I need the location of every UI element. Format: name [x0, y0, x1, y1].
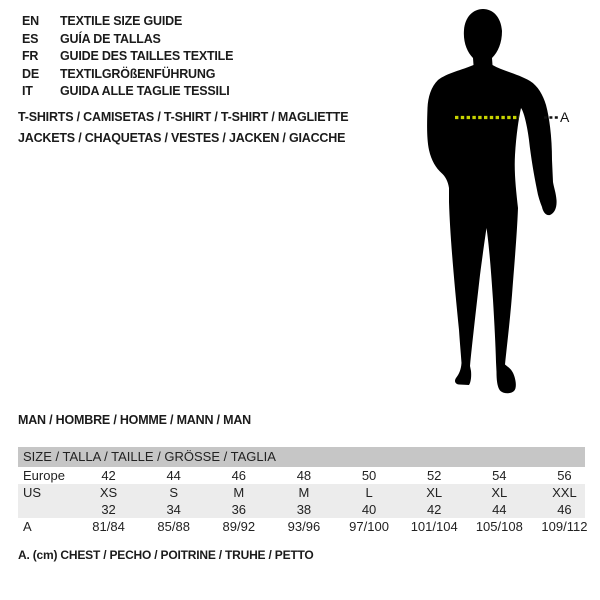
table-cell: 40 [361, 502, 377, 517]
table-cell: 54 [492, 468, 507, 483]
table-row-europe [18, 467, 597, 484]
table-cell: S [169, 485, 179, 500]
section-title-man: MAN / HOMBRE / HOMME / MANN / MAN [18, 413, 251, 427]
table-cell: 44 [166, 468, 181, 483]
row-label: Europe [23, 468, 65, 483]
table-cell: 109/112 [541, 519, 588, 534]
language-list [22, 13, 233, 101]
table-cell: 93/96 [287, 519, 321, 534]
language-code: ES [22, 31, 39, 46]
table-cell: M [233, 485, 245, 500]
table-row-chest-a [18, 518, 597, 535]
table-cell: XS [99, 485, 118, 500]
table-cell: 105/108 [475, 519, 523, 534]
table-cell: L [365, 485, 373, 500]
measurement-footnote: A. (cm) CHEST / PECHO / POITRINE / TRUHE / PETTO [18, 548, 314, 562]
language-title: TEXTILGRÖßENFÜHRUNG [60, 66, 216, 81]
language-title: GUÍA DE TALLAS [60, 31, 161, 46]
table-cell: 36 [231, 502, 247, 517]
table-cell: 44 [492, 502, 507, 517]
table-cell: 81/84 [92, 519, 125, 534]
table-cell: 89/92 [222, 519, 256, 534]
table-cell: 42 [101, 468, 116, 483]
language-code: IT [22, 84, 33, 98]
table-cell: 97/100 [349, 519, 389, 534]
table-cell: XL [426, 485, 443, 500]
size-table [18, 447, 597, 535]
table-cell: M [298, 485, 310, 500]
language-row [22, 66, 233, 84]
table-cell: 101/104 [410, 519, 458, 534]
table-cell: 42 [426, 502, 442, 517]
language-row [22, 83, 233, 101]
measure-label-a: A [560, 109, 570, 125]
category-tshirts: T-SHIRTS / CAMISETAS / T-SHIRT / T-SHIRT / MAGLIETTE [18, 110, 349, 124]
table-cell: XXL [552, 485, 577, 500]
language-code: FR [22, 49, 39, 63]
table-cell: 48 [296, 468, 312, 483]
language-row [22, 31, 233, 49]
table-cell: 46 [557, 502, 572, 517]
language-title: TEXTILE SIZE GUIDE [60, 14, 183, 28]
table-cell: 32 [101, 502, 116, 517]
row-label: A [23, 519, 32, 534]
table-cell: 46 [231, 468, 247, 483]
size-table-header: SIZE / TALLA / TAILLE / GRÖSSE / TAGLIA [18, 447, 597, 467]
garment-categories [18, 107, 348, 149]
table-cell: 38 [296, 502, 312, 517]
language-title: GUIDE DES TAILLES TEXTILE [60, 49, 234, 63]
table-cell: 56 [557, 468, 572, 483]
language-row [22, 13, 233, 31]
table-row-us [18, 484, 597, 501]
man-silhouette-figure [400, 0, 580, 400]
language-title: GUIDA ALLE TAGLIE TESSILI [60, 84, 230, 98]
table-cell: 52 [426, 468, 442, 483]
row-label [18, 501, 76, 518]
language-row [22, 48, 233, 66]
table-row-alt-size [18, 501, 597, 518]
table-cell: XL [491, 485, 508, 500]
table-cell: 85/88 [157, 519, 190, 534]
language-code: DE [22, 66, 39, 81]
table-cell: 34 [166, 502, 181, 517]
row-label: US [23, 485, 42, 500]
category-jackets: JACKETS / CHAQUETAS / VESTES / JACKEN / GIACCHE [18, 131, 346, 145]
table-cell: 50 [361, 468, 377, 483]
man-silhouette-icon [400, 0, 580, 400]
language-code: EN [22, 14, 39, 28]
